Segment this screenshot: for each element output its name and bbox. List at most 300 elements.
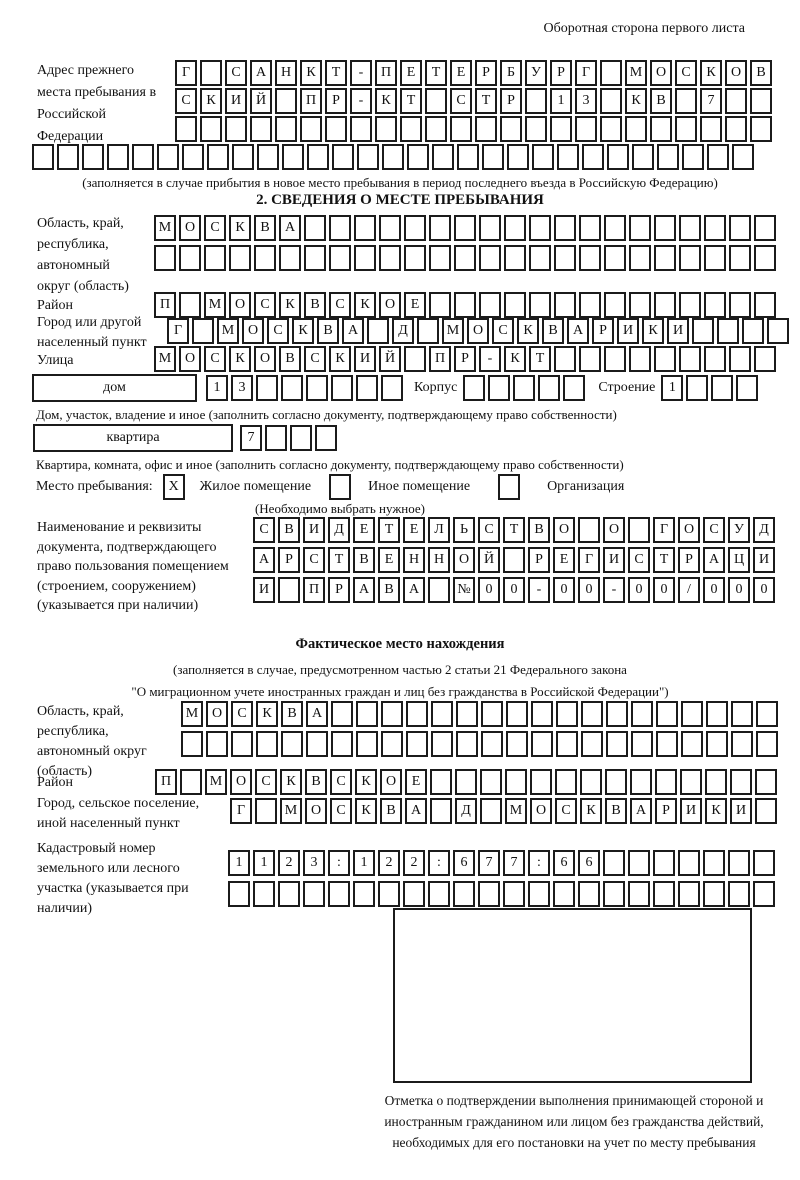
char-box[interactable]	[729, 292, 751, 318]
char-box[interactable]: Д	[753, 517, 775, 543]
char-box[interactable]	[725, 88, 747, 114]
char-box[interactable]	[432, 144, 454, 170]
char-box[interactable]	[554, 245, 576, 271]
char-box[interactable]	[578, 517, 600, 543]
char-box[interactable]: С	[703, 517, 725, 543]
char-box[interactable]	[475, 116, 497, 142]
char-box[interactable]	[107, 144, 129, 170]
char-box[interactable]	[531, 701, 553, 727]
char-box[interactable]: Е	[353, 517, 375, 543]
char-box[interactable]: О	[254, 346, 276, 372]
char-box[interactable]: 3	[575, 88, 597, 114]
char-box[interactable]	[504, 245, 526, 271]
char-box[interactable]	[632, 144, 654, 170]
char-box[interactable]	[378, 881, 400, 907]
char-box[interactable]: Е	[403, 517, 425, 543]
char-box[interactable]	[755, 798, 777, 824]
char-box[interactable]: А	[342, 318, 364, 344]
char-box[interactable]: Т	[503, 517, 525, 543]
char-box[interactable]	[530, 769, 552, 795]
char-box[interactable]: У	[728, 517, 750, 543]
char-box[interactable]	[628, 517, 650, 543]
char-box[interactable]	[754, 215, 776, 241]
char-box[interactable]: В	[278, 517, 300, 543]
char-box[interactable]: В	[353, 547, 375, 573]
char-box[interactable]	[528, 881, 550, 907]
char-box[interactable]	[356, 731, 378, 757]
char-box[interactable]: П	[155, 769, 177, 795]
char-box[interactable]	[354, 215, 376, 241]
char-box[interactable]: Е	[400, 60, 422, 86]
char-box[interactable]: К	[642, 318, 664, 344]
char-box[interactable]	[736, 375, 758, 401]
char-box[interactable]	[731, 731, 753, 757]
char-box[interactable]	[463, 375, 485, 401]
char-box[interactable]: Р	[325, 88, 347, 114]
char-box[interactable]	[381, 701, 403, 727]
char-box[interactable]	[229, 245, 251, 271]
char-box[interactable]: О	[206, 701, 228, 727]
char-box[interactable]	[505, 769, 527, 795]
char-box[interactable]	[430, 798, 452, 824]
char-box[interactable]: М	[181, 701, 203, 727]
char-box[interactable]	[754, 245, 776, 271]
char-box[interactable]	[675, 88, 697, 114]
char-box[interactable]	[728, 881, 750, 907]
char-box[interactable]	[756, 701, 778, 727]
char-box[interactable]	[479, 215, 501, 241]
char-box[interactable]: 2	[403, 850, 425, 876]
char-box[interactable]: С	[304, 346, 326, 372]
char-box[interactable]: 2	[378, 850, 400, 876]
char-box[interactable]	[82, 144, 104, 170]
char-box[interactable]	[325, 116, 347, 142]
char-box[interactable]	[431, 701, 453, 727]
char-box[interactable]	[728, 850, 750, 876]
char-box[interactable]: 7	[503, 850, 525, 876]
char-box[interactable]: С	[478, 517, 500, 543]
char-box[interactable]	[403, 881, 425, 907]
char-box[interactable]: У	[525, 60, 547, 86]
char-box[interactable]: О	[242, 318, 264, 344]
char-box[interactable]	[628, 881, 650, 907]
char-box[interactable]: К	[375, 88, 397, 114]
char-box[interactable]: В	[317, 318, 339, 344]
char-box[interactable]	[538, 375, 560, 401]
char-box[interactable]	[704, 245, 726, 271]
char-box[interactable]: В	[305, 769, 327, 795]
char-box[interactable]: Г	[167, 318, 189, 344]
char-box[interactable]	[404, 215, 426, 241]
char-box[interactable]: Д	[455, 798, 477, 824]
char-box[interactable]	[529, 215, 551, 241]
char-box[interactable]: :	[528, 850, 550, 876]
char-box[interactable]: 1	[206, 375, 228, 401]
char-box[interactable]: Т	[425, 60, 447, 86]
char-box[interactable]: №	[453, 577, 475, 603]
char-box[interactable]	[500, 116, 522, 142]
char-box[interactable]: К	[292, 318, 314, 344]
char-box[interactable]: Р	[655, 798, 677, 824]
char-box[interactable]	[379, 215, 401, 241]
char-box[interactable]	[315, 425, 337, 451]
char-box[interactable]	[256, 731, 278, 757]
char-box[interactable]	[428, 881, 450, 907]
char-box[interactable]: 0	[503, 577, 525, 603]
char-box[interactable]: Е	[405, 769, 427, 795]
char-box[interactable]: 0	[653, 577, 675, 603]
char-box[interactable]: Т	[475, 88, 497, 114]
char-box[interactable]: 0	[703, 577, 725, 603]
char-box[interactable]	[579, 346, 601, 372]
char-box[interactable]	[154, 245, 176, 271]
char-box[interactable]: И	[354, 346, 376, 372]
char-box[interactable]	[300, 116, 322, 142]
char-box[interactable]	[581, 731, 603, 757]
char-box[interactable]: О	[603, 517, 625, 543]
char-box[interactable]	[600, 60, 622, 86]
char-box[interactable]	[653, 850, 675, 876]
char-box[interactable]: Й	[478, 547, 500, 573]
char-box[interactable]: -	[350, 88, 372, 114]
char-box[interactable]	[503, 881, 525, 907]
char-box[interactable]: С	[267, 318, 289, 344]
char-box[interactable]	[579, 292, 601, 318]
char-box[interactable]	[692, 318, 714, 344]
char-box[interactable]: С	[555, 798, 577, 824]
char-box[interactable]: С	[450, 88, 472, 114]
char-box[interactable]	[707, 144, 729, 170]
char-box[interactable]	[717, 318, 739, 344]
char-box[interactable]: 1	[353, 850, 375, 876]
char-box[interactable]	[563, 375, 585, 401]
char-box[interactable]	[753, 881, 775, 907]
char-box[interactable]	[553, 881, 575, 907]
char-box[interactable]	[754, 292, 776, 318]
char-box[interactable]: 2	[278, 850, 300, 876]
char-box[interactable]	[686, 375, 708, 401]
char-box[interactable]: И	[753, 547, 775, 573]
char-box[interactable]	[32, 144, 54, 170]
char-box[interactable]	[657, 144, 679, 170]
char-box[interactable]	[706, 701, 728, 727]
char-box[interactable]	[329, 245, 351, 271]
char-box[interactable]	[331, 701, 353, 727]
char-box[interactable]	[730, 769, 752, 795]
char-box[interactable]	[681, 731, 703, 757]
char-box[interactable]: П	[375, 60, 397, 86]
char-box[interactable]: А	[353, 577, 375, 603]
char-box[interactable]	[703, 850, 725, 876]
char-box[interactable]	[679, 245, 701, 271]
char-box[interactable]: К	[280, 769, 302, 795]
char-box[interactable]	[182, 144, 204, 170]
char-box[interactable]	[503, 547, 525, 573]
char-box[interactable]: К	[625, 88, 647, 114]
char-box[interactable]	[331, 731, 353, 757]
char-box[interactable]	[604, 245, 626, 271]
char-box[interactable]	[629, 292, 651, 318]
char-box[interactable]: В	[542, 318, 564, 344]
char-box[interactable]	[579, 245, 601, 271]
char-box[interactable]: В	[254, 215, 276, 241]
char-box[interactable]	[425, 116, 447, 142]
char-box[interactable]: М	[280, 798, 302, 824]
char-box[interactable]: А	[630, 798, 652, 824]
char-box[interactable]	[479, 292, 501, 318]
char-box[interactable]: -	[528, 577, 550, 603]
char-box[interactable]: М	[625, 60, 647, 86]
char-box[interactable]	[606, 731, 628, 757]
char-box[interactable]	[750, 116, 772, 142]
char-box[interactable]	[656, 701, 678, 727]
checkbox-organizatsiya[interactable]	[498, 474, 520, 500]
char-box[interactable]: О	[467, 318, 489, 344]
char-box[interactable]: Р	[278, 547, 300, 573]
char-box[interactable]	[767, 318, 789, 344]
char-box[interactable]	[250, 116, 272, 142]
char-box[interactable]: К	[517, 318, 539, 344]
char-box[interactable]	[200, 60, 222, 86]
char-box[interactable]: Р	[500, 88, 522, 114]
char-box[interactable]: 0	[578, 577, 600, 603]
char-box[interactable]: 0	[753, 577, 775, 603]
char-box[interactable]	[453, 881, 475, 907]
char-box[interactable]	[525, 88, 547, 114]
char-box[interactable]	[631, 701, 653, 727]
char-box[interactable]	[278, 881, 300, 907]
char-box[interactable]: С	[204, 346, 226, 372]
char-box[interactable]	[654, 215, 676, 241]
char-box[interactable]: М	[217, 318, 239, 344]
char-box[interactable]	[729, 346, 751, 372]
char-box[interactable]: Т	[400, 88, 422, 114]
char-box[interactable]	[578, 881, 600, 907]
char-box[interactable]: С	[330, 798, 352, 824]
char-box[interactable]: С	[303, 547, 325, 573]
char-box[interactable]	[454, 292, 476, 318]
char-box[interactable]	[756, 731, 778, 757]
char-box[interactable]	[379, 245, 401, 271]
char-box[interactable]	[454, 215, 476, 241]
char-box[interactable]	[604, 292, 626, 318]
char-box[interactable]: О	[553, 517, 575, 543]
char-box[interactable]: К	[229, 346, 251, 372]
char-box[interactable]: Д	[328, 517, 350, 543]
char-box[interactable]: О	[179, 346, 201, 372]
char-box[interactable]: Е	[404, 292, 426, 318]
char-box[interactable]: Д	[392, 318, 414, 344]
char-box[interactable]	[557, 144, 579, 170]
char-box[interactable]	[606, 701, 628, 727]
char-box[interactable]	[303, 881, 325, 907]
char-box[interactable]	[253, 881, 275, 907]
char-box[interactable]	[481, 731, 503, 757]
char-box[interactable]: В	[279, 346, 301, 372]
char-box[interactable]	[329, 215, 351, 241]
char-box[interactable]	[678, 850, 700, 876]
char-box[interactable]: К	[354, 292, 376, 318]
char-box[interactable]	[157, 144, 179, 170]
char-box[interactable]	[704, 292, 726, 318]
char-box[interactable]	[478, 881, 500, 907]
char-box[interactable]	[504, 292, 526, 318]
char-box[interactable]: Т	[378, 517, 400, 543]
char-box[interactable]: Г	[230, 798, 252, 824]
char-box[interactable]	[356, 701, 378, 727]
char-box[interactable]	[575, 116, 597, 142]
char-box[interactable]	[304, 245, 326, 271]
char-box[interactable]	[480, 798, 502, 824]
char-box[interactable]: А	[567, 318, 589, 344]
char-box[interactable]	[700, 116, 722, 142]
char-box[interactable]	[605, 769, 627, 795]
char-box[interactable]	[556, 701, 578, 727]
char-box[interactable]	[406, 701, 428, 727]
char-box[interactable]: Е	[378, 547, 400, 573]
char-box[interactable]	[356, 375, 378, 401]
char-box[interactable]	[554, 346, 576, 372]
char-box[interactable]: 1	[661, 375, 683, 401]
char-box[interactable]	[456, 731, 478, 757]
char-box[interactable]: К	[279, 292, 301, 318]
char-box[interactable]	[482, 144, 504, 170]
char-box[interactable]: С	[255, 769, 277, 795]
char-box[interactable]: Й	[250, 88, 272, 114]
char-box[interactable]: Л	[428, 517, 450, 543]
char-box[interactable]	[450, 116, 472, 142]
char-box[interactable]	[729, 245, 751, 271]
char-box[interactable]: 6	[553, 850, 575, 876]
char-box[interactable]: П	[154, 292, 176, 318]
char-box[interactable]: Р	[528, 547, 550, 573]
char-box[interactable]: Р	[475, 60, 497, 86]
char-box[interactable]	[506, 701, 528, 727]
char-box[interactable]	[581, 701, 603, 727]
char-box[interactable]	[481, 701, 503, 727]
char-box[interactable]: И	[680, 798, 702, 824]
char-box[interactable]: Р	[328, 577, 350, 603]
char-box[interactable]	[456, 701, 478, 727]
char-box[interactable]: С	[628, 547, 650, 573]
char-box[interactable]: А	[250, 60, 272, 86]
char-box[interactable]: К	[256, 701, 278, 727]
char-box[interactable]: В	[650, 88, 672, 114]
char-box[interactable]: Г	[175, 60, 197, 86]
char-box[interactable]	[742, 318, 764, 344]
char-box[interactable]: Р	[592, 318, 614, 344]
char-box[interactable]	[192, 318, 214, 344]
char-box[interactable]	[603, 881, 625, 907]
char-box[interactable]	[206, 731, 228, 757]
char-box[interactable]	[429, 215, 451, 241]
char-box[interactable]	[529, 245, 551, 271]
char-box[interactable]	[604, 215, 626, 241]
char-box[interactable]	[207, 144, 229, 170]
char-box[interactable]: К	[705, 798, 727, 824]
char-box[interactable]	[680, 769, 702, 795]
char-box[interactable]	[532, 144, 554, 170]
char-box[interactable]: С	[675, 60, 697, 86]
char-box[interactable]	[279, 245, 301, 271]
char-box[interactable]	[513, 375, 535, 401]
char-box[interactable]	[554, 215, 576, 241]
char-box[interactable]: Е	[450, 60, 472, 86]
char-box[interactable]: М	[205, 769, 227, 795]
char-box[interactable]: Р	[678, 547, 700, 573]
char-box[interactable]: С	[253, 517, 275, 543]
char-box[interactable]: В	[605, 798, 627, 824]
char-box[interactable]: 7	[478, 850, 500, 876]
char-box[interactable]: Н	[275, 60, 297, 86]
char-box[interactable]: О	[380, 769, 402, 795]
char-box[interactable]: М	[154, 346, 176, 372]
char-box[interactable]: Ь	[453, 517, 475, 543]
char-box[interactable]	[132, 144, 154, 170]
char-box[interactable]: Б	[500, 60, 522, 86]
char-box[interactable]	[328, 881, 350, 907]
char-box[interactable]	[331, 375, 353, 401]
char-box[interactable]	[265, 425, 287, 451]
char-box[interactable]	[504, 215, 526, 241]
char-box[interactable]	[375, 116, 397, 142]
char-box[interactable]	[529, 292, 551, 318]
char-box[interactable]	[428, 577, 450, 603]
char-box[interactable]	[332, 144, 354, 170]
char-box[interactable]	[506, 731, 528, 757]
char-box[interactable]: :	[428, 850, 450, 876]
char-box[interactable]	[654, 292, 676, 318]
char-box[interactable]	[556, 731, 578, 757]
char-box[interactable]	[381, 731, 403, 757]
char-box[interactable]: 6	[578, 850, 600, 876]
char-box[interactable]	[367, 318, 389, 344]
char-box[interactable]: В	[304, 292, 326, 318]
char-box[interactable]: М	[442, 318, 464, 344]
char-box[interactable]	[682, 144, 704, 170]
char-box[interactable]	[604, 346, 626, 372]
char-box[interactable]	[179, 292, 201, 318]
char-box[interactable]: 0	[728, 577, 750, 603]
stamp-box[interactable]	[393, 908, 752, 1083]
char-box[interactable]: В	[380, 798, 402, 824]
char-box[interactable]: К	[504, 346, 526, 372]
char-box[interactable]	[625, 116, 647, 142]
char-box[interactable]: О	[230, 769, 252, 795]
char-box[interactable]	[704, 215, 726, 241]
char-box[interactable]: С	[204, 215, 226, 241]
char-box[interactable]: 3	[231, 375, 253, 401]
char-box[interactable]: Г	[578, 547, 600, 573]
char-box[interactable]: О	[179, 215, 201, 241]
char-box[interactable]	[555, 769, 577, 795]
char-box[interactable]	[675, 116, 697, 142]
char-box[interactable]	[629, 215, 651, 241]
char-box[interactable]	[429, 292, 451, 318]
char-box[interactable]: Т	[529, 346, 551, 372]
char-box[interactable]	[725, 116, 747, 142]
char-box[interactable]	[582, 144, 604, 170]
char-box[interactable]: С	[175, 88, 197, 114]
char-box[interactable]	[257, 144, 279, 170]
char-box[interactable]: С	[254, 292, 276, 318]
char-box[interactable]	[550, 116, 572, 142]
char-box[interactable]	[607, 144, 629, 170]
char-box[interactable]: И	[253, 577, 275, 603]
char-box[interactable]: А	[405, 798, 427, 824]
char-box[interactable]: В	[281, 701, 303, 727]
char-box[interactable]: П	[303, 577, 325, 603]
